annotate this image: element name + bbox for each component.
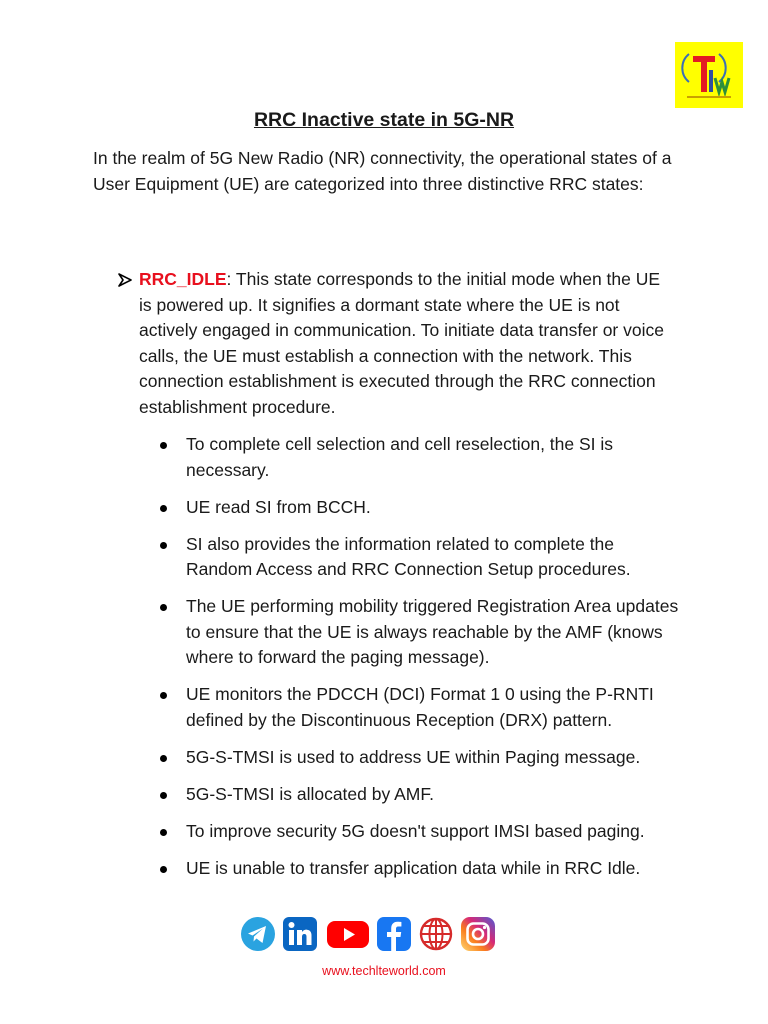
bullet-dot-icon <box>160 442 167 449</box>
footer-website[interactable]: www.techlteworld.com <box>322 964 446 978</box>
bullet-dot-icon <box>160 866 167 873</box>
bullet-dot-icon <box>160 829 167 836</box>
bullet-dot-icon <box>160 505 167 512</box>
list-item: UE read SI from BCCH. <box>160 495 680 521</box>
rrc-idle-keyword: RRC_IDLE <box>139 269 227 289</box>
bullet-dot-icon <box>160 692 167 699</box>
bullet-dot-icon <box>160 792 167 799</box>
tlw-logo-icon <box>675 42 743 108</box>
rrc-idle-description <box>139 267 677 420</box>
youtube-icon[interactable] <box>326 916 370 952</box>
bullet-dot-icon <box>160 604 167 611</box>
list-item: UE monitors the PDCCH (DCI) Format 1 0 using the P-RNTI defined by the Discontinuous Reception (DRX) pattern. <box>160 682 680 733</box>
instagram-icon[interactable] <box>460 916 496 952</box>
rrc-idle-item <box>117 267 677 420</box>
list-item: 5G-S-TMSI is allocated by AMF. <box>160 782 680 808</box>
bullet-dot-icon <box>160 542 167 549</box>
list-item: 5G-S-TMSI is used to address UE within Paging message. <box>160 745 680 771</box>
intro-paragraph: In the realm of 5G New Radio (NR) connectivity, the operational states of a User Equipment (UE) are categorized into three distinctive RRC states: <box>93 148 672 194</box>
rrc-idle-text: : This state corresponds to the initial mode when the UE is powered up. It signifies a dormant state where the UE is not actively engaged in communication. To initiate data transfer or voice calls, the UE must establish a connection with the network. This connection establishment is executed through the RRC connection establishment procedure. <box>139 269 664 417</box>
list-item: UE is unable to transfer application data while in RRC Idle. <box>160 856 680 882</box>
bullet-dot-icon <box>160 755 167 762</box>
website-globe-icon[interactable] <box>418 916 454 952</box>
list-item: The UE performing mobility triggered Registration Area updates to ensure that the UE is always reachable by the AMF (knows where to forward the paging message). <box>160 594 680 671</box>
linkedin-icon[interactable] <box>282 916 318 952</box>
page-title: RRC Inactive state in 5G-NR <box>253 109 515 131</box>
arrow-bullet-icon <box>117 267 137 296</box>
list-item: SI also provides the information related to complete the Random Access and RRC Connection Setup procedures. <box>160 532 680 583</box>
list-item: To complete cell selection and cell reselection, the SI is necessary. <box>160 432 680 483</box>
telegram-icon[interactable] <box>240 916 276 952</box>
list-item: To improve security 5G doesn't support IMSI based paging. <box>160 819 680 845</box>
facebook-icon[interactable] <box>376 916 412 952</box>
idle-bullet-list <box>160 432 680 893</box>
